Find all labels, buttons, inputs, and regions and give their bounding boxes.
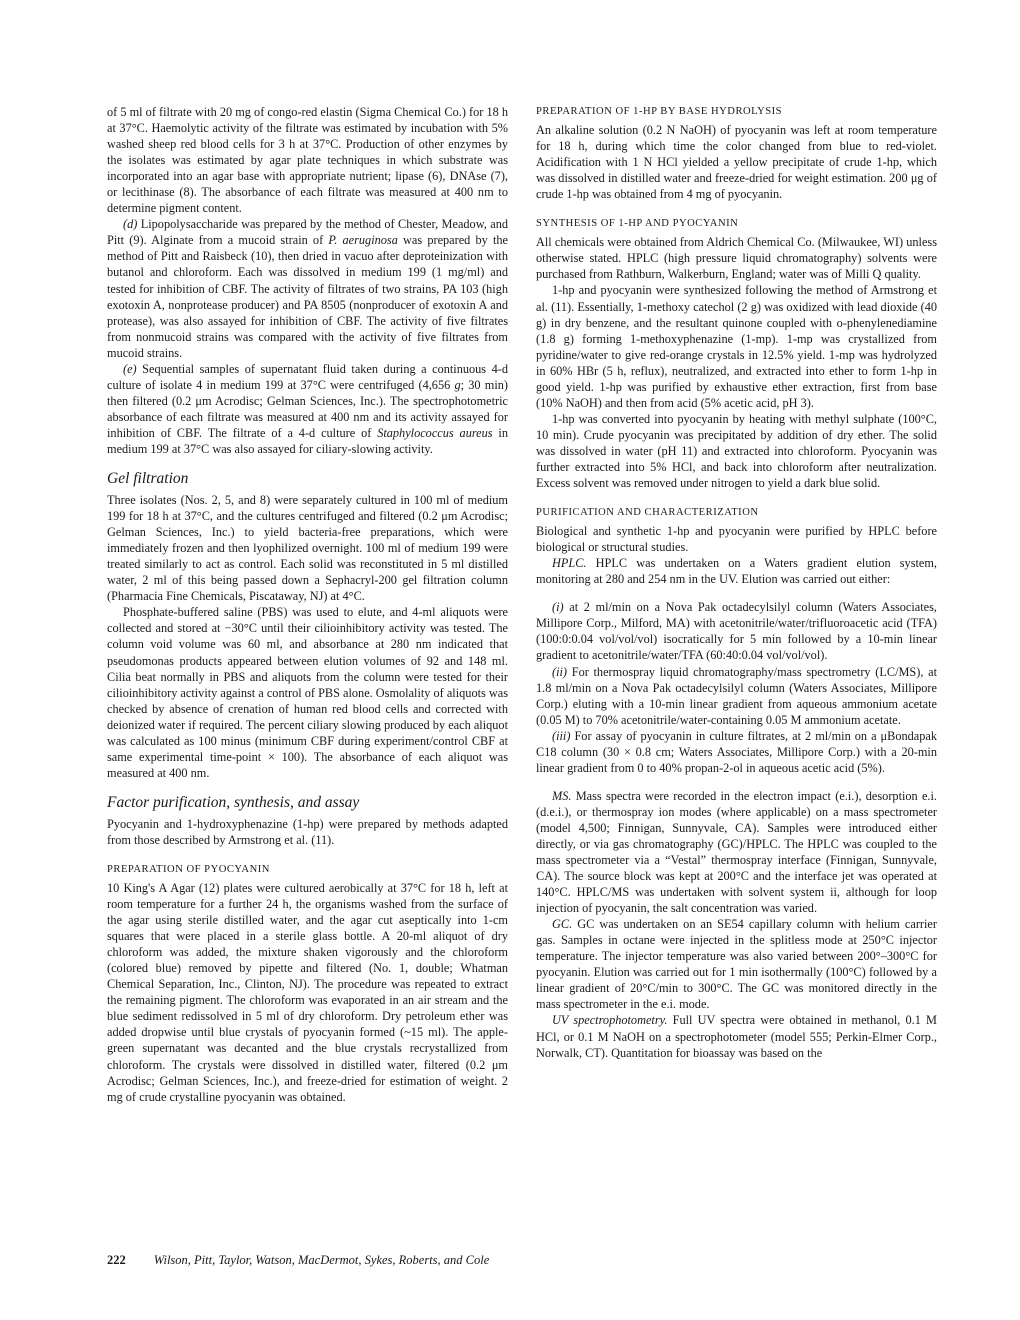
paragraph: An alkaline solution (0.2 N NaOH) of pyocyanin was left at room temperature for 18 h, during which time the color changed from blue to red-violet. Acidification with 1 N HCl yielded a yellow precipitate of crude 1-hp, which was dissolved in distilled water and freeze-dried for weight estimation. 200 μg of crude 1-hp was obtained from 4 mg of pyocyanin.	[536, 123, 937, 202]
paragraph-gc: GC. GC was undertaken on an SE54 capillary column with helium carrier gas. Samples in octane were injected in the splitless mode at 250°C injector temperature. The injector temperature was also varied between 200°–300°C for pyocyanin. Elution was carried out for 1 min isothermally (100°C) followed by a linear gradient of 20°C/min to 300°C. The GC was monitored directly in the mass spectrometer in the e.i. mode.	[536, 917, 937, 1012]
paragraph-item-ii: (ii) For thermospray liquid chromatography/mass spectrometry (LC/MS), at 1.8 ml/min on a Nova Pak octadecylsilyl column (Waters Associates, Millipore Corp.) eluting with a 10-min linear gradient from aqueous ammonium acetate (0.05 M) to 70% acetonitrile/water-containing 0.05 M ammonium acetate.	[536, 664, 937, 727]
right-column	[536, 104, 937, 1061]
item-label: (i)	[552, 600, 564, 615]
item-label: (d)	[123, 217, 138, 232]
organism-name: Staphylococcus aureus	[377, 425, 493, 440]
paragraph: Biological and synthetic 1-hp and pyocyanin were purified by HPLC before biological or structural studies.	[536, 524, 937, 555]
organism-name: P. aeruginosa	[328, 233, 398, 248]
subheading-base-hydrolysis: PREPARATION OF 1-HP BY BASE HYDROLYSIS	[536, 106, 783, 117]
subheading-preparation-of-pyocyanin: PREPARATION OF PYOCYANIN	[107, 863, 270, 875]
running-authors: Wilson, Pitt, Taylor, Watson, MacDermot, Sykes, Roberts, and Cole	[153, 1253, 490, 1267]
item-label: (iii)	[552, 728, 571, 743]
paragraph: 1-hp was converted into pyocyanin by heating with methyl sulphate (100°C, 10 min). Crude pyocyanin was precipitated by addition of dry ether. The solid was dissolved in water (pH 11) and extracted into chloroform. Pyocyanin was further extracted into 5% HCl, and back into chloroform after neutralization. Excess solvent was removed under nitrogen to yield a dark blue solid.	[536, 411, 937, 491]
run-in-label: MS.	[552, 788, 572, 803]
item-label: (e)	[123, 361, 137, 376]
paragraph: Phosphate-buffered saline (PBS) was used to elute, and 4-ml aliquots were collected and stored at −30°C until their cilioinhibitory activity was tested. The column void volume was 60 ml, and absorbance at 280 nm indicated that pseudomonas products appeared between elution volumes of 92 and 148 ml. Cilia beat normally in PBS and aliquots from the column were tested for their cilioinhibitory activity against a control of PBS alone. Osmolality of aliquots was checked by absence of crenation of human red blood cells and corrected with deionized water if required. The percent ciliary slowing produced by each aliquot was calculated as 100 minus (minimum CBF during experiment/control CBF at same experimental time-point × 100). The absorbance of each aliquot was measured at 400 nm.	[107, 605, 508, 780]
page-number: 222	[107, 1253, 126, 1267]
item-label: (ii)	[552, 664, 568, 679]
paragraph-hplc: HPLC. HPLC was undertaken on a Waters gradient elution system, monitoring at 280 and 254 nm in the UV. Elution was carried out either:	[536, 556, 937, 587]
paragraph-e: (e) Sequential samples of supernatant fluid taken during a continuous 4-d culture of isolate 4 in medium 199 at 37°C were centrifuged (4,656 g; 30 min) then filtered (0.2 μm Acrodisc; Gelman Sciences, Inc.). The spectrophotometric absorbance of each filtrate was measured at 400 nm and its activity assayed for inhibition of CBF. The filtrate of a 4-d culture of Staphylococcus aureus in medium 199 at 37°C was also assayed for ciliary-slowing activity.	[107, 361, 508, 456]
subheading-purification: PURIFICATION AND CHARACTERIZATION	[536, 507, 759, 519]
run-in-label: UV spectrophotometry.	[552, 1013, 668, 1028]
run-in-label: GC.	[552, 917, 573, 932]
paragraph-d: (d) Lipopolysaccharide was prepared by the method of Chester, Meadow, and Pitt (9). Alginate from a mucoid strain of P. aeruginosa was prepared by the method of Pitt and Raisbeck (10), then dried in vacuo after deproteinization with butanol and chloroform. Each was dissolved in medium 199 (1 mg/ml) and tested for inhibition of CBF. The activity of filtrates of two strains, PA 103 (high exotoxin A, nonprotease producer) and PA 8505 (nonproducer of exotoxin A and protease), was also assayed for inhibition of CBF. The activity of five filtrates from nonmucoid strains was compared with the activity of five filtrates from mucoid strains.	[107, 217, 508, 360]
section-heading-gel-filtration: Gel filtration	[107, 470, 189, 488]
subheading-synthesis: SYNTHESIS OF 1-HP AND PYOCYANIN	[536, 218, 739, 230]
paragraph: 1-hp and pyocyanin were synthesized following the method of Armstrong et al. (11). Essentially, 1-methoxy catechol (2 g) was oxidized with lead dioxide (40 g) in dry benzene, and the resultant quinone coupled with o-phenylenediamine (1.8 g) forming 1-methoxyphenazine (1-mp). 1-mp was crystallized from pyridine/water to give red-orange crystals in 12.5% yield. 1-mp was hydrolyzed in 60% HBr (5 h, reflux), neutralized, and extracted into ether to form 1-hp in good yield. 1-hp was purified by exhaustive ether extraction, first from base (10% NaOH) and then from acid (5% acetic acid, pH 3).	[536, 283, 937, 410]
paragraph: All chemicals were obtained from Aldrich Chemical Co. (Milwaukee, WI) unless otherwise stated. HPLC (high pressure liquid chromatography) solvents were purchased from Rathburn, Walkerburn, England; water was of Milli Q quality.	[536, 235, 937, 282]
paragraph-ms: MS. Mass spectra were recorded in the electron impact (e.i.), desorption e.i. (d.e.i.), or thermospray ion modes (where applicable) on a mass spectrometer (model 4,500; Finnigan, Sunnyvale, CA). Samples were introduced either directly, or via gas chromatography (GC)/HPLC. The HPLC was coupled to the mass spectrometer via a “Vestal” thermospray interface (Finnigan, Sunnyvale, CA). The source block was kept at 200°C and the interface jet was operated at 140°C. HPLC/MS was undertaken with solvent system ii, although for loop injection of pyocyanin, the salt concentration was varied.	[536, 788, 937, 916]
paragraph: of 5 ml of filtrate with 20 mg of congo-red elastin (Sigma Chemical Co.) for 18 h at 37°C. Haemolytic activity of the filtrate was estimated by incubation with 5% washed sheep red blood cells for 3 h at 37°C. Production of other enzymes by the isolates was estimated by agar plate techniques in which substrate was incorporated into an agar base with appropriate nutrient; lipase (6), DNAse (7), or lecithinase (8). The absorbance of each filtrate was measured at 400 nm to determine pigment content.	[107, 105, 508, 216]
section-heading-factor-purification: Factor purification, synthesis, and assay	[107, 793, 360, 811]
left-column	[107, 104, 508, 1105]
page-footer	[107, 1253, 489, 1268]
paragraph-item-i: (i) at 2 ml/min on a Nova Pak octadecylsilyl column (Waters Associates, Millipore Corp., Milford, MA) with acetonitrile/water/trifluoroacetic acid (TFA) (100:0:0.04 vol/vol/vol) isocratically for 5 min followed by a 10-min linear gradient to acetonitrile/water/TFA (60:40:0.04 vol/vol/vol).	[536, 600, 937, 663]
paragraph-item-iii: (iii) For assay of pyocyanin in culture filtrates, at 2 ml/min on a μBondapak C18 column (30 × 0.8 cm; Waters Associates, Millipore Corp.) with a 20-min linear gradient from 0 to 40% propan-2-ol in aqueous acetic acid (5%).	[536, 728, 937, 775]
paragraph: Three isolates (Nos. 2, 5, and 8) were separately cultured in 100 ml of medium 199 for 18 h at 37°C, and the cultures centrifuged and filtered (0.2 μm Acrodisc; Gelman Sciences, Inc.) to yield bacteria-free preparations, which were immediately frozen and then lyophilized overnight. 100 ml of medium 199 were treated similarly to act as control. Each solid was reconstituted in 5 ml distilled water, 2 ml of this being passed down a Sephacryl-200 gel filtration column (Pharmacia Fine Chemicals, Piscataway, NJ) at 4°C.	[107, 493, 508, 604]
paragraph: 10 King's A Agar (12) plates were cultured aerobically at 37°C for 18 h, left at room temperature for a further 24 h, the organisms washed from the surface of the agar using sterile distilled water, and the agar cut aseptically into 1-cm squares that were placed in a sterile glass bottle. A 20-ml aliquot of dry chloroform was added, the mixture shaken vigorously and the chloroform (colored blue) removed by pipette and filtered (No. 1, double; Whatman Chemical Separation, Inc., Clinton, NJ). The procedure was repeated to extract the remaining pigment. The chloroform was evaporated in an air stream and the blue sediment redissolved in 5 ml of dry chloroform. Dry petroleum ether was added dropwise until blue crystals of pyocyanin formed (~15 ml). The apple-green supernatant was decanted and the blue crystals recrystallized from chloroform. The crystals were dissolved in distilled water, filtered (0.2 μm Acrodisc; Gelman Sciences, Inc.), and freeze-dried for estimation of weight. 2 mg of crude crystalline pyocyanin was obtained.	[107, 881, 508, 1104]
paragraph: Pyocyanin and 1-hydroxyphenazine (1-hp) were prepared by methods adapted from those described by Armstrong et al. (11).	[107, 816, 508, 847]
paragraph-uv: UV spectrophotometry. Full UV spectra were obtained in methanol, 0.1 M HCl, or 0.1 M NaOH on a spectrophotometer (model 555; Perkin-Elmer Corp., Norwalk, CT). Quantitation for bioassay was based on the	[536, 1013, 937, 1060]
run-in-label: HPLC.	[552, 556, 587, 571]
